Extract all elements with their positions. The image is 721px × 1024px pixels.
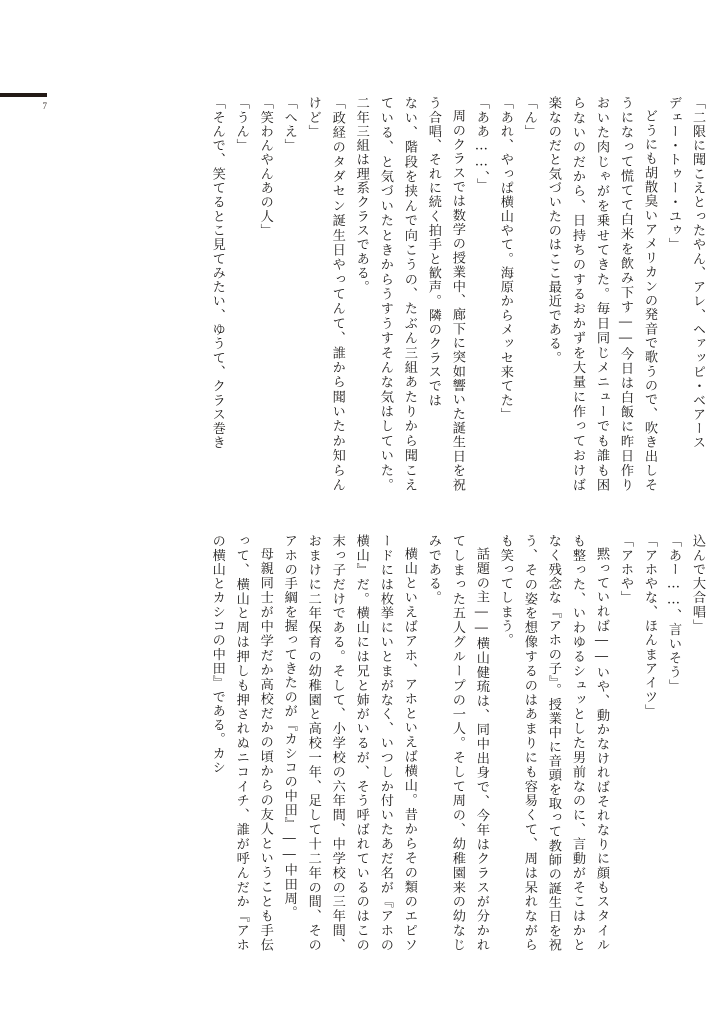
paragraph: 「ああ……、」 <box>473 96 489 193</box>
paragraph: ない、階段を挟んで向こうの、たぶん三組あたりから聞こえている、と気づいたときからうすうすそんな気はしていた。二年三組は理系クラスである。 <box>353 96 417 492</box>
paragraph: 「そんで、笑てるとこ見てみたい、ゆうて、クラス巻き <box>209 96 225 450</box>
paragraph: 「政経のタダセン誕生日やってんて、誰から聞いたか知らんけど」 <box>305 96 345 492</box>
text-block-lower <box>49 534 709 952</box>
paragraph: デェー・トゥー・ユゥ」 <box>665 96 681 252</box>
paragraph: どうにも胡散臭いアメリカンの発音で歌うので、吹き出しそうになって慌てて白米を飲み下す――今日は白飯に昨日作りおいた肉じゃがを乗せてきた。毎日同じメニューでも誰も困らないのだから、日持ちのするおかずを大量に作っておけば楽なのだと気づいたのはここ最近である。 <box>545 96 657 492</box>
text-block-upper <box>49 96 709 492</box>
paragraph: 周のクラスでは数学の授業中、廊下に突如響いた誕生日を祝う合唱、それに続く拍手と歓声。隣のクラスでは <box>425 96 465 492</box>
folio-rule-icon <box>0 93 47 97</box>
paragraph: 「へえ」 <box>281 96 297 153</box>
paragraph: 「うん」 <box>233 96 249 153</box>
page-number: 7 <box>42 101 47 111</box>
paragraph: 話題の主――横山健琉は、同中出身で、今年はクラスが分かれてしまった五人グループの一人。そして周の、幼稚園来の幼なじみである。 <box>425 534 489 952</box>
paragraph: 「アホやな、ほんまアイツ」 <box>641 534 657 718</box>
paragraph: 「アホや」 <box>617 534 633 605</box>
paragraph: 込んで大合唱」 <box>690 534 705 634</box>
paragraph: 「あれ、やっぱ横山やて。海原からメッセ来てた」 <box>497 96 513 422</box>
paragraph: 「笑わんやんあの人」 <box>257 96 273 238</box>
paragraph: 「あー……、言いそう」 <box>665 534 681 694</box>
paragraph: 横山といえばアホ、アホといえば横山。昔からその類のエピソードには枚挙にいとまがなく、いつしか付いたあだ名が『アホの横山』だ。横山には兄と姉がいるが、そう呼ばれているのはこの末っ子だけである。そして、小学校の六年間、中学校の三年間、おまけに二年保育の幼稚園と高校一年、足して十二年の間、そのアホの手綱を握ってきたのが『カシコの中田』――中田周。 <box>281 534 417 952</box>
paragraph: 黙っていれば――いや、動かなければそれなりに顔もスタイルも整った、いわゆるシュッとした男前なのに、言動がそこはかとなく残念な『アホの子』。授業中に音頭を取って教師の誕生日を祝う、その姿を想像するのはあまりにも容易くて、周は呆れながらも笑ってしまう。 <box>497 534 609 952</box>
paragraph: 「ん」 <box>521 96 537 139</box>
paragraph: 「二限に聞こえとったやん、アレ、ヘァッピ・ベアース <box>690 96 705 450</box>
paragraph: 母親同士が中学だか高校だかの頃からの友人ということも手伝って、横山と周は押しも押されぬニコイチ、誰が呼んだか『アホの横山とカシコの中田』である。カシ <box>209 534 273 952</box>
